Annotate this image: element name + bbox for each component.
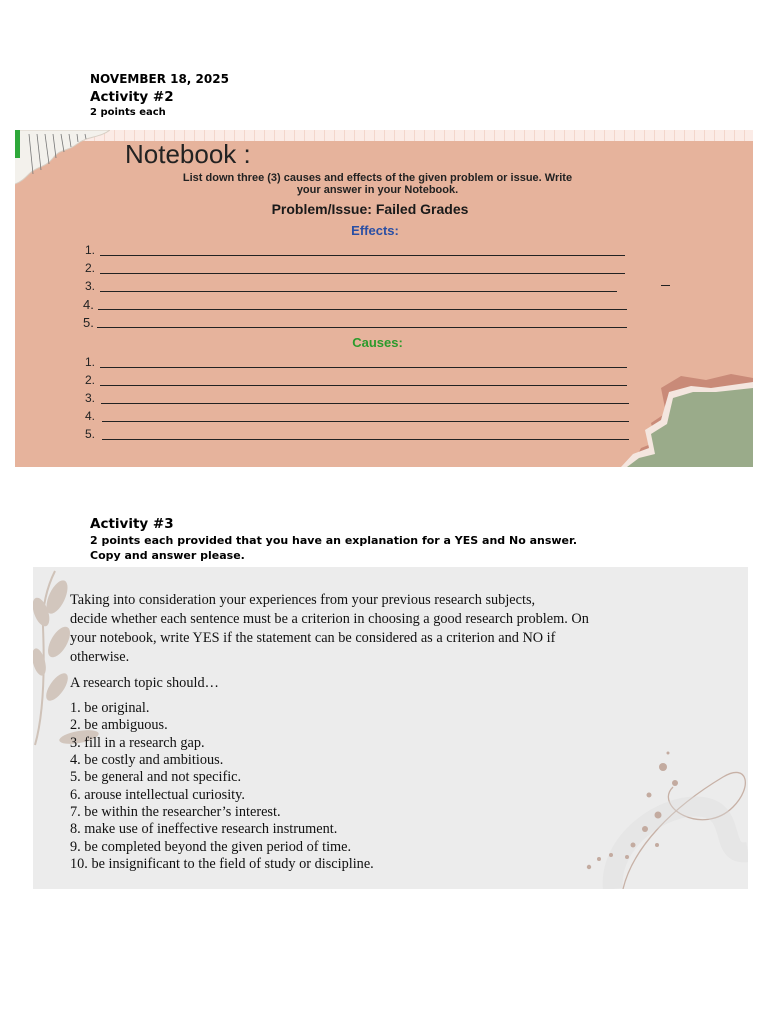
answer-rule xyxy=(100,367,627,368)
criterion-item: 8. make use of ineffective research instrument. xyxy=(70,821,338,837)
criterion-item: 5. be general and not specific. xyxy=(70,769,242,785)
intro-line: decide whether each sentence must be a criterion in choosing a good research problem. On xyxy=(70,611,589,627)
line-number: 2. xyxy=(85,373,96,387)
line-number: 4. xyxy=(85,409,96,423)
criterion-item: 9. be completed beyond the given period of time. xyxy=(70,839,352,855)
intro-line: Taking into consideration your experiences from your previous research subjects, xyxy=(70,592,536,608)
causes-answer-line xyxy=(85,427,629,442)
answer-rule xyxy=(97,327,627,328)
criterion-item: 4. be costly and ambitious. xyxy=(70,752,224,768)
line-number: 1. xyxy=(85,355,96,369)
criterion-item: 1. be original. xyxy=(70,700,150,716)
date-heading: NOVEMBER 18, 2025 xyxy=(90,72,229,86)
causes-answer-line xyxy=(85,391,629,406)
line-number: 1. xyxy=(85,243,96,257)
notebook-instruction-line-2: your answer in your Notebook. xyxy=(296,184,459,196)
activity-3-title: Activity #3 xyxy=(90,516,174,532)
effects-answer-line xyxy=(85,279,625,294)
causes-heading: Causes: xyxy=(352,335,403,350)
effects-answer-line xyxy=(85,261,625,276)
notebook-title: Notebook : xyxy=(125,139,251,169)
effects-answer-line xyxy=(83,315,628,330)
problem-statement: Problem/Issue: Failed Grades xyxy=(271,201,469,217)
effects-answer-line xyxy=(83,297,628,312)
activity-3-points-line-2: Copy and answer please. xyxy=(90,549,245,562)
line-number: 3. xyxy=(85,279,96,293)
intro-line: your notebook, write YES if the statement can be considered as a criterion and NO if xyxy=(70,630,556,646)
effects-answer-line xyxy=(85,243,625,258)
effects-heading: Effects: xyxy=(351,223,399,238)
notebook-activity-card xyxy=(15,130,753,467)
answer-rule xyxy=(101,403,629,404)
activity-3-points-line-1: 2 points each provided that you have an explanation for a YES and No answer. xyxy=(90,534,578,547)
torn-paper-corner-icon xyxy=(611,368,753,467)
answer-rule xyxy=(102,421,629,422)
answer-rule xyxy=(100,291,617,292)
answer-rule xyxy=(102,439,629,440)
criterion-item: 6. arouse intellectual curiosity. xyxy=(70,787,245,803)
lead-line: A research topic should… xyxy=(70,675,219,691)
notebook-instruction-line-1: List down three (3) causes and effects of the given problem or issue. Write xyxy=(182,172,573,184)
criterion-item: 2. be ambiguous. xyxy=(70,717,168,733)
answer-rule xyxy=(100,385,627,386)
answer-rule xyxy=(100,255,625,256)
line-number: 3. xyxy=(85,391,96,405)
criterion-item: 7. be within the researcher’s interest. xyxy=(70,804,281,820)
activity-2-points: 2 points each xyxy=(90,107,166,118)
swirl-dots-decoration-icon xyxy=(553,747,748,889)
criterion-item: 3. fill in a research gap. xyxy=(70,735,205,751)
line-number: 5. xyxy=(83,315,94,330)
intro-line: otherwise. xyxy=(70,649,130,665)
causes-answer-line xyxy=(85,355,627,370)
stray-dash xyxy=(661,285,670,286)
line-number: 2. xyxy=(85,261,96,275)
line-number: 5. xyxy=(85,427,96,441)
activity-2-title: Activity #2 xyxy=(90,89,174,105)
line-number: 4. xyxy=(83,297,94,312)
answer-rule xyxy=(98,309,627,310)
activity-3-card xyxy=(33,567,748,889)
criterion-item: 10. be insignificant to the field of study or discipline. xyxy=(70,856,374,872)
answer-rule xyxy=(100,273,625,274)
causes-answer-line xyxy=(85,373,627,388)
causes-answer-line xyxy=(85,409,629,424)
